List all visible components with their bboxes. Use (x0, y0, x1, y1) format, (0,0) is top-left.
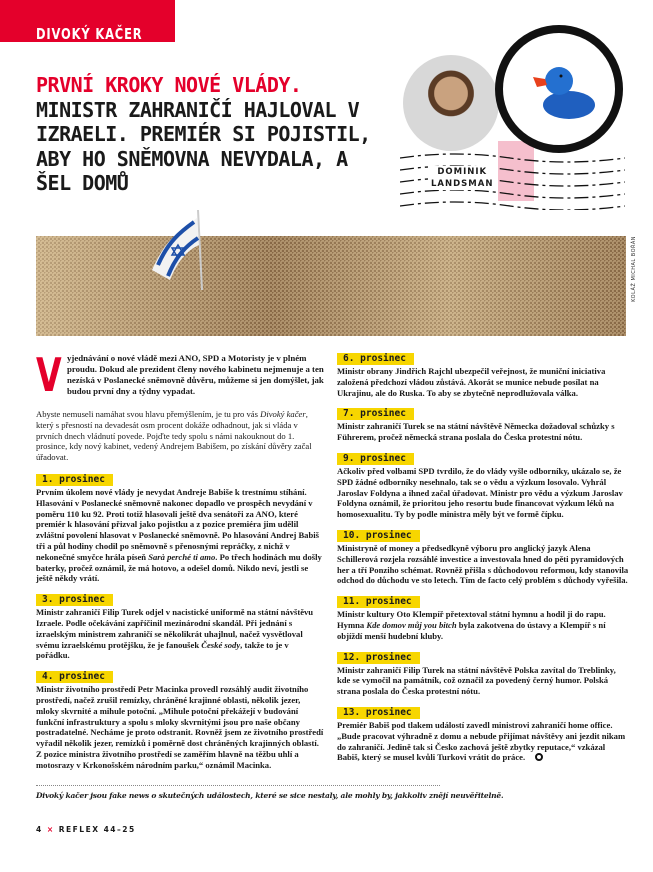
intro-paragraph (36, 409, 324, 463)
rubric-label: DIVOKÝ KAČER (36, 25, 143, 43)
page-footer (36, 825, 629, 835)
divider (36, 785, 440, 786)
diary-entry (36, 474, 324, 584)
date-label: 4. prosinec (36, 671, 113, 683)
intro-text: Abyste nemuseli namáhat svou hlavu přemýšlením, je tu pro vás (36, 409, 261, 419)
author-avatar (403, 55, 499, 151)
intro-text: , který s přesností na devadesát osm procent dokáže odhadnout, jak si vláda v prvních dnech vládnutí povede. Pojďte tedy spolu s námi nakouknout do 1. prosince, kdy nový kabinet, vedený Andrejem Babišem, po získání důvěry začal úřadovat. (36, 409, 312, 463)
date-label: 11. prosinec (337, 596, 420, 608)
magazine-issue: REFLEX 44–25 (58, 824, 136, 834)
diary-entry (337, 596, 629, 641)
page-number: 4 (36, 824, 43, 834)
author-first-name: DOMINIK (437, 167, 488, 177)
disclaimer-note: Divoký kačer jsou fake news o skutečných událostech, které se sice nestaly, ale mohly by, jakkoliv znějí neuvěřitelně. (36, 790, 504, 800)
diary-entry (337, 408, 629, 443)
headline (36, 73, 376, 196)
separator-icon: × (46, 824, 55, 834)
photo-credit: KOLÁŽ MICHAL BOŘÁN (631, 236, 637, 302)
intro-emphasis: Divoký kačer (260, 409, 306, 419)
diary-entry (36, 671, 324, 770)
entry-text: Ministryně of money a předsedkyně výboru pro anglický jazyk Alena Schillerová rozjela rozsáhlé investice a investovala hned do pěti pyramidových her a tří Ponziho schémat. Rovněž přišla s důchodovou reformou, kdy stanovila odchod do důchodu ve sto letech. Tím de facto celý problém s důchody vyřešila. (337, 542, 629, 586)
diary-entry (337, 707, 629, 763)
diary-entry (36, 594, 324, 661)
date-label: 7. prosinec (337, 408, 414, 420)
left-column (36, 348, 324, 781)
date-label: 3. prosinec (36, 594, 113, 606)
entry-text: Ministr životního prostředí Petr Macinka provedl rozsáhlý audit životního prostředí, načež zrušil remízky, chráněné krajinné oblasti, několik jezer, mloky skvrnité a mihule potoční. „Mihule potoční překážejí v budování funkční infrastruktury a spolu s mloky skvrnitými jsou pro naše občany postradatelné. Necháme je proto odstranit. Rovněž jsem ze životního prostředí vyřadil několik jezer, remízků i poměrně dost chráněných krajinných oblastí. Z pozice ministra životního prostředí se zaměřím hlavně na těžbu uhlí a motosrazy v Krkonošském národním parku,“ oznámil Macinka. (36, 684, 324, 770)
end-of-article-icon (535, 753, 543, 761)
headline-red: PRVNÍ KROKY NOVÉ VLÁDY. (36, 73, 302, 97)
entry-text: Ačkoliv před volbami SPD tvrdilo, že do vlády vyšle odborníky, ukázalo se, že SPD žádné odborníky nesehnalo, tak se o vědu a výzkum losovalo. Vyhrál Jaroslav Foldyna a ihned začal úřadovat. Ministr pro vědu a výzkum Jaroslav Foldyna oznámil, že prioritou jeho resortu bude financovat výzkum léků na homosexualitu. Ty by podle ministra měly být ve formě čípku. (337, 465, 623, 520)
rubber-duck-icon (531, 61, 597, 121)
author-byline (428, 166, 496, 190)
diary-entry (337, 353, 629, 398)
entry-text: Prvním úkolem nové vlády je nevydat Andreje Babiše k trestnímu stíhání. Hlasování v Poslanecké sněmovně nakonec dopadlo ve prospěch nevydání v poměru 110 ku 92. Proti totiž hlasovali ještě dva senátoři za ANO, které premiér k hlasování přizval jako pojistku a z pozice premiéra jim udělil zvláštní povolení hlasovat v Poslanecké sněmovně. Po hlasování Andrej Babiš tři a půl hodiny chodil po sněmovně s přenosnými repráčky, z nichž v nekonečné smyčce hrála píseň Sarà perché ti amo. Po třech hodinách mu došly baterky, pročež oznámil, že má hotovo, a odešel domů. Nikdo neví, jestli se ještě někdy vrátí. (36, 486, 322, 584)
diary-entry (337, 453, 629, 520)
date-label: 12. prosinec (337, 652, 420, 664)
headline-black: MINISTR ZAHRANIČÍ HAJLOVAL V IZRAELI. PREMIÉR SI POJISTIL, ABY HO SNĚMOVNA NEVYDALA, A ŠEL DOMŮ (36, 97, 371, 195)
date-label: 9. prosinec (337, 453, 414, 465)
date-label: 1. prosinec (36, 474, 113, 486)
entry-text: Ministr obrany Jindřich Rajchl ubezpečil veřejnost, že muniční iniciativa založená předchozí vládou zůstává. Akorát se munice nebude posílat na Ukrajinu, ale do Ruska. To aby se zbytečně neprodlužovala válka. (337, 366, 606, 398)
date-label: 10. prosinec (337, 530, 420, 542)
article-body (36, 348, 629, 835)
entry-text: Ministr kultury Oto Klempíř přetextoval státní hymnu a hodil ji do rapu. Hymna Kde domov můj you bitch byla zakotvena do ústavy a Klempíř s ní objíždí menší hudební kluby. (337, 609, 606, 641)
wall-photo (36, 236, 626, 336)
lead-paragraph (36, 348, 324, 402)
duck-logo (495, 25, 623, 153)
entry-text: Ministr zahraničí Turek se na státní návštěvě Německa dožadoval schůzky s Führerem, pročež německá strana poslala do Česka protestní nótu. (337, 421, 615, 443)
author-last-name: LANDSMAN (431, 179, 494, 189)
lead-text: yjednávání o nové vládě mezi ANO, SPD a Motoristy je v plném proudu. Dokud ale prezident členy nového kabinetu nejmenuje a ten nezíská v Poslanecké sněmovně důvěru, můžeme si jen domýšlet, jak budou první dny a týdny vypadat. (67, 353, 324, 396)
diary-entry (337, 530, 629, 586)
drop-cap: V (36, 348, 62, 402)
entry-text: Premiér Babiš pod tlakem událostí zavedl ministrovi zahraničí home office. „Bude pracovat výhradně z domu a nebude přijímat návštěvy ani jezdit nikam do zahraničí. Jedině tak si Česko zachová ještě zbytky reputace,“ vzkázal Babiš, který se musel kvůli Turkovi vrátit do práce. (337, 719, 626, 763)
right-column (337, 353, 629, 773)
entry-text: Ministr zahraničí Filip Turek na státní návštěvě Polska zavítal do Treblinky, kde se vymočil na památník, což označil za povedený černý humor. Polská strana poslala do Česka protestní nótu. (337, 664, 616, 697)
date-label: 6. prosinec (337, 353, 414, 365)
diary-entry (337, 652, 629, 697)
entry-text: Ministr zahraničí Filip Turek odjel v nacistické uniformě na státní návštěvu Izraele. Podle očekávání zapříčinil mezinárodní skandál. Při jednání s izraelským ministrem zahraničí se několikrát uhajlnul, načež vysvětloval svému izraelskému protějšku, že je fanoušek České sody, takže to je v pořádku. (36, 607, 314, 661)
israel-flag-image (150, 210, 206, 290)
date-label: 13. prosinec (337, 707, 420, 719)
section-rubric (0, 0, 175, 42)
